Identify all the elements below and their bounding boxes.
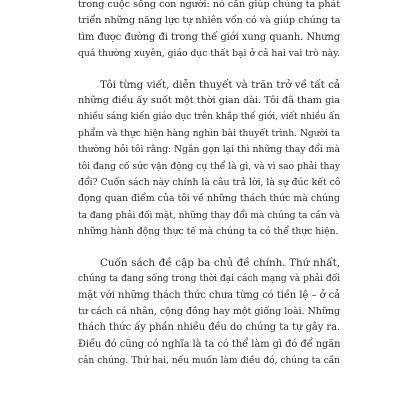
text-line: tìm được đường đi trong thế giới xung quanh. Nhưng [78,31,340,43]
text-line: phẩm và thực hiện hàng nghìn bài thuyết trình. Người ta [78,127,340,139]
text-line: tôi đang cố sức vận động cụ thể là gì, và vì sao phải thay [78,160,340,172]
text-line: những điều ấy suốt một thời gian dài. Tôi đã tham gia [78,95,340,107]
text-line: triển những năng lực tự nhiên vốn có và giúp chúng ta [78,15,341,27]
text-line: đổi? Cuốn sách này chính là câu trả lời, là sự đúc kết cô [78,177,341,189]
paragraph-3 [78,255,340,370]
text-line: chúng ta đang sống trong thời đại cách mạng và phải đối [78,274,340,285]
text-line: nhiều sáng kiến giáo dục trên khắp thế giới, viết nhiều ấn [78,112,341,123]
text-line: Tôi từng viết, diễn thuyết và trăn trở về tất cả [100,78,340,91]
body-text [78,0,340,370]
text-line: mặt với những thách thức chưa từng có tiền lệ – ở cả [78,289,340,301]
paragraph-1 [78,0,340,63]
text-line: Điều đó cũng có nghĩa là ta có thể làm gì đó để ngăn [78,338,341,350]
text-line: những hành động thực tế mà chúng ta có thể thực hiện. [78,226,339,238]
text-line: trong cuộc sống con người: nó cần giúp chúng ta phát [78,0,340,10]
text-line: thách thức ấy phần nhiều đều do chúng ta tự gây ra. [78,322,340,334]
text-line: ta đang phải đối mặt, những thay đổi mà chúng ta cần và [78,210,340,221]
text-line: thường hỏi tôi rằng: Ngắn gọn lại thì những thay đổi mà [78,144,340,156]
text-line: quá thường xuyên, giáo dục thất bại ở cả hai vai trò này. [78,48,341,60]
text-line: tư cách cá nhân, cộng đồng hay một giống loài. Những [78,305,340,317]
text-line: cản chúng. Thứ hai, nếu muốn làm điều đó, chúng ta cần [78,356,340,367]
text-line: đọng quan điểm của tôi về những thách thức mà chúng [78,193,340,205]
paragraph-2 [78,77,340,241]
text-line: Cuốn sách đề cập ba chủ đề chính. Thứ nhất, [100,256,340,269]
